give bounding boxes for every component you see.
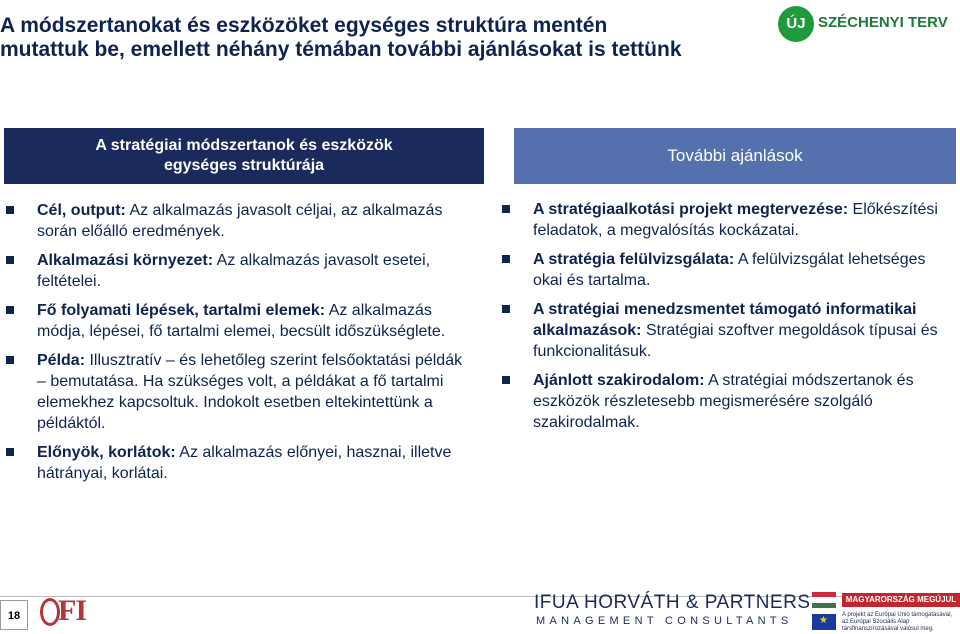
list-item-text: Az alkalmazás előnyei, hasznai, illetve hátrányai, korlátai.	[37, 444, 452, 482]
page-number: 18	[0, 600, 28, 630]
ofi-logo	[40, 594, 104, 634]
list-item-text: Illusztratív – és lehetőleg szerint felsőoktatási példák – bemutatása. Ha szükséges volt, a példákat a fő tartalmi elemekhez kapcsoltuk. Indokolt esetben eltekintettünk a példáktól.	[37, 352, 463, 432]
list-item-term: A stratégiai menedzsmentet támogató informatikai alkalmazások:	[533, 301, 917, 339]
list-item-text: Stratégiai szoftver megoldások típusai és funkcionalitásuk.	[533, 322, 938, 360]
list-item-term: Előnyök, korlátok:	[37, 444, 176, 461]
funding-logos	[812, 592, 960, 634]
list-item-text: Előkészítési feladatok, a megvalósítás kockázatai.	[533, 201, 938, 239]
square-bullet-icon	[502, 376, 510, 384]
list-item-text: Az alkalmazás javasolt esetei, feltételei.	[37, 252, 431, 290]
square-bullet-icon	[502, 305, 510, 313]
ifua-name: IFUA HORVÁTH & PARTNERS	[534, 592, 811, 613]
recommendations-list	[500, 199, 956, 441]
square-bullet-icon	[6, 448, 14, 456]
ifua-tagline: MANAGEMENT CONSULTANTS	[536, 615, 793, 627]
list-item-term: Alkalmazási környezet:	[37, 252, 214, 269]
list-item-text: Az alkalmazás javasolt céljai, az alkalmazás során előálló eredmények.	[37, 202, 443, 240]
ofi-logo-text: FI	[58, 594, 86, 627]
list-item	[4, 350, 474, 434]
hungarian-flag-icon	[812, 592, 836, 608]
szechenyi-leaf-icon: ÚJ	[778, 6, 814, 42]
list-item	[4, 200, 474, 242]
list-item-term: A stratégiaalkotási projekt megtervezése:	[533, 201, 849, 218]
left-header-line2: egységes struktúrája	[163, 157, 325, 174]
list-item-text: Az alkalmazás módja, lépései, fő tartalmi elemei, becsült időszükséglete.	[37, 302, 446, 340]
right-column-header: További ajánlások	[514, 128, 956, 184]
szechenyi-logo-text: SZÉCHENYI TERV	[818, 14, 948, 31]
square-bullet-icon	[502, 255, 510, 263]
square-bullet-icon	[6, 256, 14, 264]
list-item-text: A stratégiai módszertanok és eszközök részletesebb megismerésére szolgáló szakirodalmak.	[533, 372, 914, 431]
eu-funding-text: A projekt az Európai Unió támogatásával, az Európai Szociális Alap társfinanszírozásával valósul meg.	[842, 612, 953, 632]
list-item	[500, 299, 956, 362]
square-bullet-icon	[6, 206, 14, 214]
square-bullet-icon	[6, 306, 14, 314]
list-item	[500, 199, 956, 241]
list-item-term: Cél, output:	[37, 202, 126, 219]
list-item-text: A felülvizsgálat lehetséges okai és tartalma.	[533, 251, 926, 289]
list-item-term: A stratégia felülvizsgálata:	[533, 251, 735, 268]
left-header-line1: A stratégiai módszertanok és eszközök	[95, 137, 393, 154]
list-item	[4, 250, 474, 292]
list-item	[500, 249, 956, 291]
page-title-line2: mutattuk be, emellett néhány témában további ajánlásokat is tettünk	[0, 38, 682, 61]
ifua-logo	[534, 592, 811, 632]
square-bullet-icon	[6, 356, 14, 364]
ofi-swirl-icon	[40, 598, 60, 626]
list-item	[4, 442, 474, 484]
left-column-header	[4, 128, 484, 184]
square-bullet-icon	[502, 205, 510, 213]
structure-list	[4, 200, 474, 492]
list-item-term: Példa:	[37, 352, 86, 369]
page-title-line1: A módszertanokat és eszközöket egységes struktúra mentén	[0, 14, 608, 37]
list-item-term: Ajánlott szakirodalom:	[533, 372, 705, 389]
szechenyi-terv-logo	[774, 4, 960, 50]
list-item	[500, 370, 956, 433]
eu-flag-icon	[812, 614, 836, 630]
list-item	[4, 300, 474, 342]
list-item-term: Fő folyamati lépések, tartalmi elemek:	[37, 302, 326, 319]
hungary-renews-banner: MAGYARORSZÁG MEGÚJUL	[842, 593, 960, 607]
page-title	[0, 14, 740, 62]
